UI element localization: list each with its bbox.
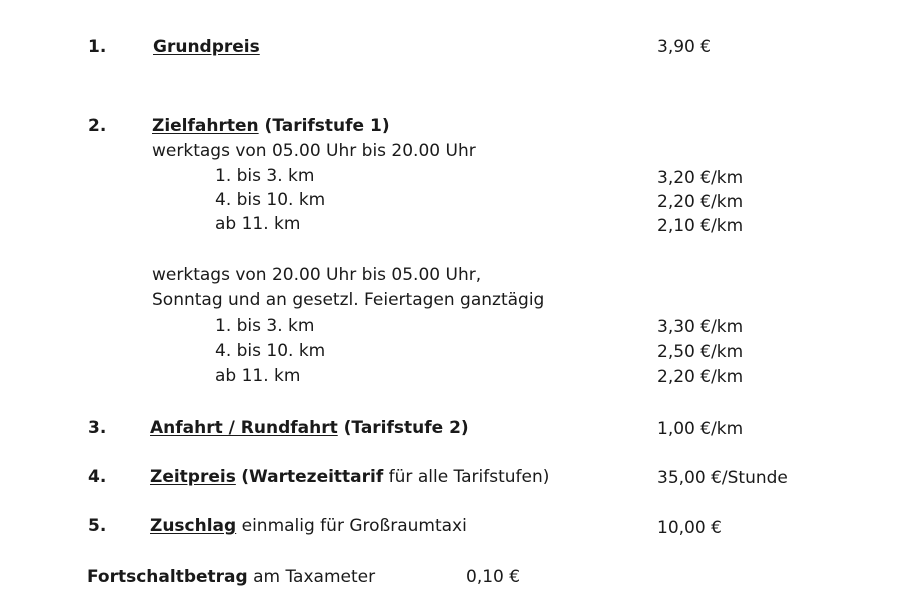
item-2-block-2-desc-line-2: Sonntag und an gesetzl. Feiertagen ganztägig <box>152 290 545 310</box>
item-2-title-suffix: (Tarifstufe 1) <box>264 116 390 136</box>
item-5-title: Zuschlag <box>150 516 237 536</box>
item-2-block-1-row-1-price: 3,20 €/km <box>657 168 744 188</box>
item-4-suffix-plain: für alle Tarifstufen) <box>388 467 550 487</box>
item-5-price: 10,00 € <box>657 518 722 538</box>
item-3-price: 1,00 €/km <box>657 419 744 439</box>
item-2-heading <box>152 115 390 137</box>
item-3-heading <box>150 417 469 439</box>
item-1-title: Grundpreis <box>153 37 260 57</box>
item-4-title: Zeitpreis <box>150 467 236 487</box>
item-2-block-2-row-2-price: 2,50 €/km <box>657 342 744 362</box>
item-5-heading <box>150 515 467 537</box>
item-2-block-2-row-2-range: 4. bis 10. km <box>215 341 326 361</box>
item-4-number: 4. <box>88 467 107 487</box>
footer-value: 0,10 € <box>466 567 521 587</box>
item-5-suffix-plain: einmalig für Großraumtaxi <box>241 516 467 536</box>
item-2-number: 2. <box>88 116 107 136</box>
item-3-number: 3. <box>88 418 107 438</box>
item-2-block-1-row-1-range: 1. bis 3. km <box>215 166 315 186</box>
item-2-title: Zielfahrten <box>152 116 259 136</box>
item-2-block-2-row-3-range: ab 11. km <box>215 366 301 386</box>
item-2-block-2-row-1-price: 3,30 €/km <box>657 317 744 337</box>
item-2-block-1-row-3-price: 2,10 €/km <box>657 216 744 236</box>
item-1-price: 3,90 € <box>657 37 712 57</box>
item-4-suffix-bold: (Wartezeittarif <box>241 467 384 487</box>
item-2-block-1-row-2-range: 4. bis 10. km <box>215 190 326 210</box>
item-4-price: 35,00 €/Stunde <box>657 468 788 488</box>
item-2-block-1-desc: werktags von 05.00 Uhr bis 20.00 Uhr <box>152 141 476 161</box>
item-4-heading <box>150 466 549 488</box>
item-2-block-1-row-3-range: ab 11. km <box>215 214 301 234</box>
item-3-title: Anfahrt / Rundfahrt <box>150 418 338 438</box>
item-2-block-2-row-1-range: 1. bis 3. km <box>215 316 315 336</box>
item-1-number: 1. <box>88 37 107 57</box>
footer-label-plain: am Taxameter <box>253 567 376 587</box>
item-5-number: 5. <box>88 516 107 536</box>
item-2-block-1-row-2-price: 2,20 €/km <box>657 192 744 212</box>
item-2-block-2-desc-line-1: werktags von 20.00 Uhr bis 05.00 Uhr, <box>152 265 482 285</box>
item-2-block-2-row-3-price: 2,20 €/km <box>657 367 744 387</box>
footer-label-bold: Fortschaltbetrag <box>87 567 248 587</box>
footer-label <box>87 566 375 588</box>
item-3-title-suffix: (Tarifstufe 2) <box>343 418 469 438</box>
